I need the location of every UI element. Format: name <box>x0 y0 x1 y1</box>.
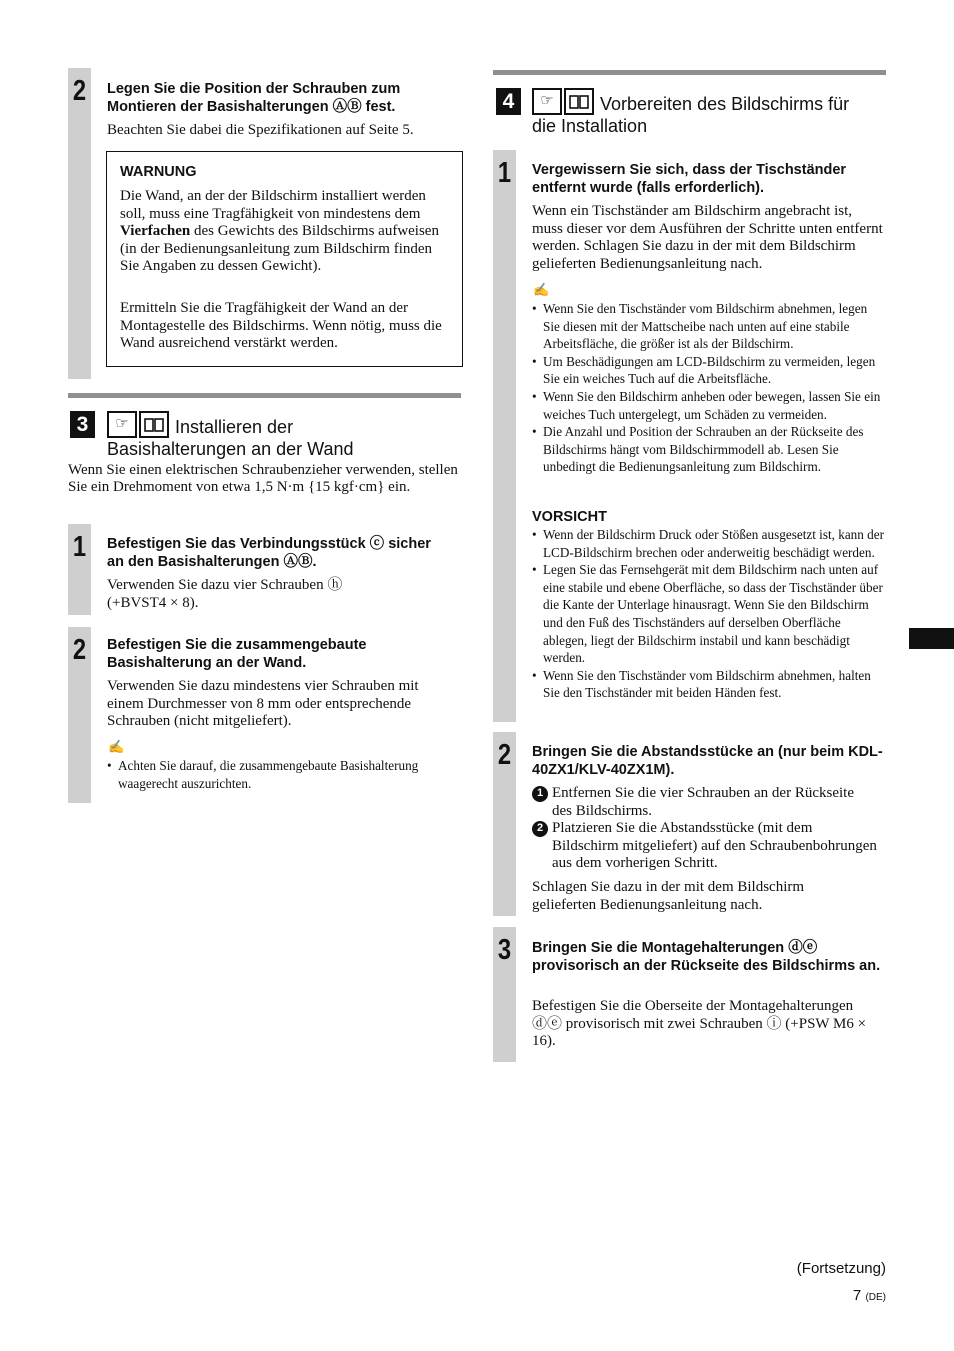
warning-heading: WARNUNG <box>120 164 197 180</box>
caution-item: • Wenn der Bildschirm Druck oder Stößen ausgesetzt ist, kann der LCD-Bildschirm brechen oder anderweitig beschädigt werden. <box>532 526 885 561</box>
step-number: 2 <box>72 75 87 107</box>
numbered-item-text: Entfernen Sie die vier Schrauben an der Rückseite des Bildschirms. <box>552 785 854 819</box>
number-marker-icon: 1 <box>532 786 548 802</box>
step-number: 1 <box>497 157 512 189</box>
note-list <box>532 300 885 476</box>
step-title: Befestigen Sie die zusammengebaute Basishalterung an der Wand. <box>107 637 367 671</box>
note-item: • Um Beschädigungen am LCD-Bildschirm zu vermeiden, legen Sie ein weiches Tuch auf die Arbeitsfläche. <box>532 353 885 388</box>
continued-label: (Fortsetzung) <box>796 1260 886 1277</box>
section-rule <box>68 393 461 398</box>
step-text: Verwenden Sie dazu mindestens vier Schrauben mit einem Durchmesser von 8 mm oder entsprechende Schrauben (nicht mitgeliefert). <box>107 678 419 730</box>
warning-paragraph: Ermitteln Sie die Tragfähigkeit der Wand an der Montagestelle des Bildschirms. Wenn nötig, muss die Wand ausreichend verstärkt werden. <box>120 300 442 352</box>
thumb-index-tab <box>909 628 954 649</box>
step-title: Legen Sie die Position der Schrauben zum Montieren der Basishalterungen ⒶⒷ fest. <box>107 81 401 115</box>
page-number-value: 7 <box>852 1287 862 1304</box>
step-title: Bringen Sie die Montagehalterungen ⓓⓔ provisorisch an der Rückseite des Bildschirms an. <box>532 940 881 974</box>
note-item: • Wenn Sie den Bildschirm anheben oder bewegen, lassen Sie ein weiches Tuch untergelegt, um Schäden zu vermeiden. <box>532 388 885 423</box>
warning-paragraph <box>120 188 452 276</box>
note-item: • Die Anzahl und Position der Schrauben an der Rückseite des Bildschirms hängt vom Bildschirmmodell ab. Lesen Sie unbedingt die Bedienungsanleitung zum Bildschirm. <box>532 423 885 476</box>
number-marker-icon: 2 <box>532 821 548 837</box>
warning-text: des Gewichts des Bildschirms aufweisen (in der Bedienungsanleitung zum Bildschirm finden Sie Angaben zu dessen Gewicht). <box>120 223 439 275</box>
numbered-item <box>532 820 877 873</box>
note-item: • Achten Sie darauf, die zusammengebaute Basishalterung waagerecht auszurichten. <box>107 757 452 792</box>
step-title: Befestigen Sie das Verbindungsstück ⓒ sicher an den Basishalterungen ⒶⒷ. <box>107 536 431 570</box>
note-icon: ✍ <box>533 282 550 297</box>
note-item: • Wenn Sie den Tischständer vom Bildschirm abnehmen, legen Sie diesen mit der Mattscheibe nach unten auf eine stabile Arbeitsfläche, die größer ist als der Bildschirm. <box>532 300 885 353</box>
section-title: Vorbereiten des Bildschirms für die Installation <box>532 94 850 136</box>
numbered-item <box>532 785 877 820</box>
step-title: Vergewissern Sie sich, dass der Tischständer entfernt wurde (falls erforderlich). <box>532 162 847 196</box>
numbered-item-text: Platzieren Sie die Abstandsstücke (mit dem Bildschirm mitgeliefert) auf den Schraubenbohrungen aus dem vorherigen Schritt. <box>552 820 877 872</box>
note-list <box>107 757 452 792</box>
section-number: 3 <box>70 411 95 438</box>
step-number: 2 <box>497 739 512 771</box>
section-number: 4 <box>496 88 521 115</box>
note-icon: ✍ <box>108 739 125 754</box>
numbered-list <box>532 785 877 873</box>
step-text: Befestigen Sie die Oberseite der Montagehalterungen ⓓⓔ provisorisch mit zwei Schrauben ⓘ (+PSW M6 × 16). <box>532 998 867 1050</box>
pointing-hand-icon: ☞ <box>107 411 137 438</box>
warning-text: Die Wand, an der der Bildschirm installiert werden soll, muss eine Tragfähigkeit von mindestens dem <box>120 188 426 222</box>
step-bar <box>493 150 516 722</box>
step-title: Bringen Sie die Abstandsstücke an (nur beim KDL-40ZX1/KLV-40ZX1M). <box>532 744 883 778</box>
caution-heading: VORSICHT <box>532 509 607 525</box>
step-number: 3 <box>497 934 512 966</box>
step-text: Schlagen Sie dazu in der mit dem Bildschirm gelieferten Bedienungsanleitung nach. <box>532 879 805 913</box>
section-rule <box>493 70 886 75</box>
page-number <box>853 1287 886 1304</box>
caution-item: • Wenn Sie den Tischständer vom Bildschirm abnehmen, halten Sie den Tischständer mit beiden Händen fest. <box>532 667 885 702</box>
section-title: Installieren der Basishalterungen an der Wand <box>107 417 354 459</box>
caution-item: • Legen Sie das Fernsehgerät mit dem Bildschirm nach unten auf eine stabile und ebene Oberfläche, so dass der Tischständer über die Kante der Unterlage hinausragt. Wenn Sie den Bildschirm und den Fuß des Tischständers auf derselben Oberfläche ablegen, liegt der Bildschirm instabil und kann beschädigt werden. <box>532 561 885 667</box>
step-text: Beachten Sie dabei die Spezifikationen auf Seite 5. <box>107 122 414 138</box>
step-text: Wenn ein Tischständer am Bildschirm angebracht ist, muss dieser vor dem Ausführen der Schritte unten entfernt werden. Schlagen Sie dazu in der mit dem Bildschirm gelieferten Bedienungsanleitung nach. <box>532 203 883 272</box>
step-bar <box>68 68 91 379</box>
section-intro: Wenn Sie einen elektrischen Schraubenzieher verwenden, stellen Sie ein Drehmoment von etwa 1,5 N·m {15 kgf·cm} ein. <box>68 462 458 495</box>
caution-list <box>532 526 885 702</box>
pointing-hand-icon: ☞ <box>532 88 562 115</box>
step-number: 2 <box>72 634 87 666</box>
warning-emphasis: Vierfachen <box>120 223 191 240</box>
page-suffix: (DE) <box>865 1292 886 1303</box>
step-number: 1 <box>72 531 87 563</box>
step-text: Verwenden Sie dazu vier Schrauben ⓗ (+BVST4 × 8). <box>107 577 343 611</box>
warning-box <box>106 151 463 367</box>
